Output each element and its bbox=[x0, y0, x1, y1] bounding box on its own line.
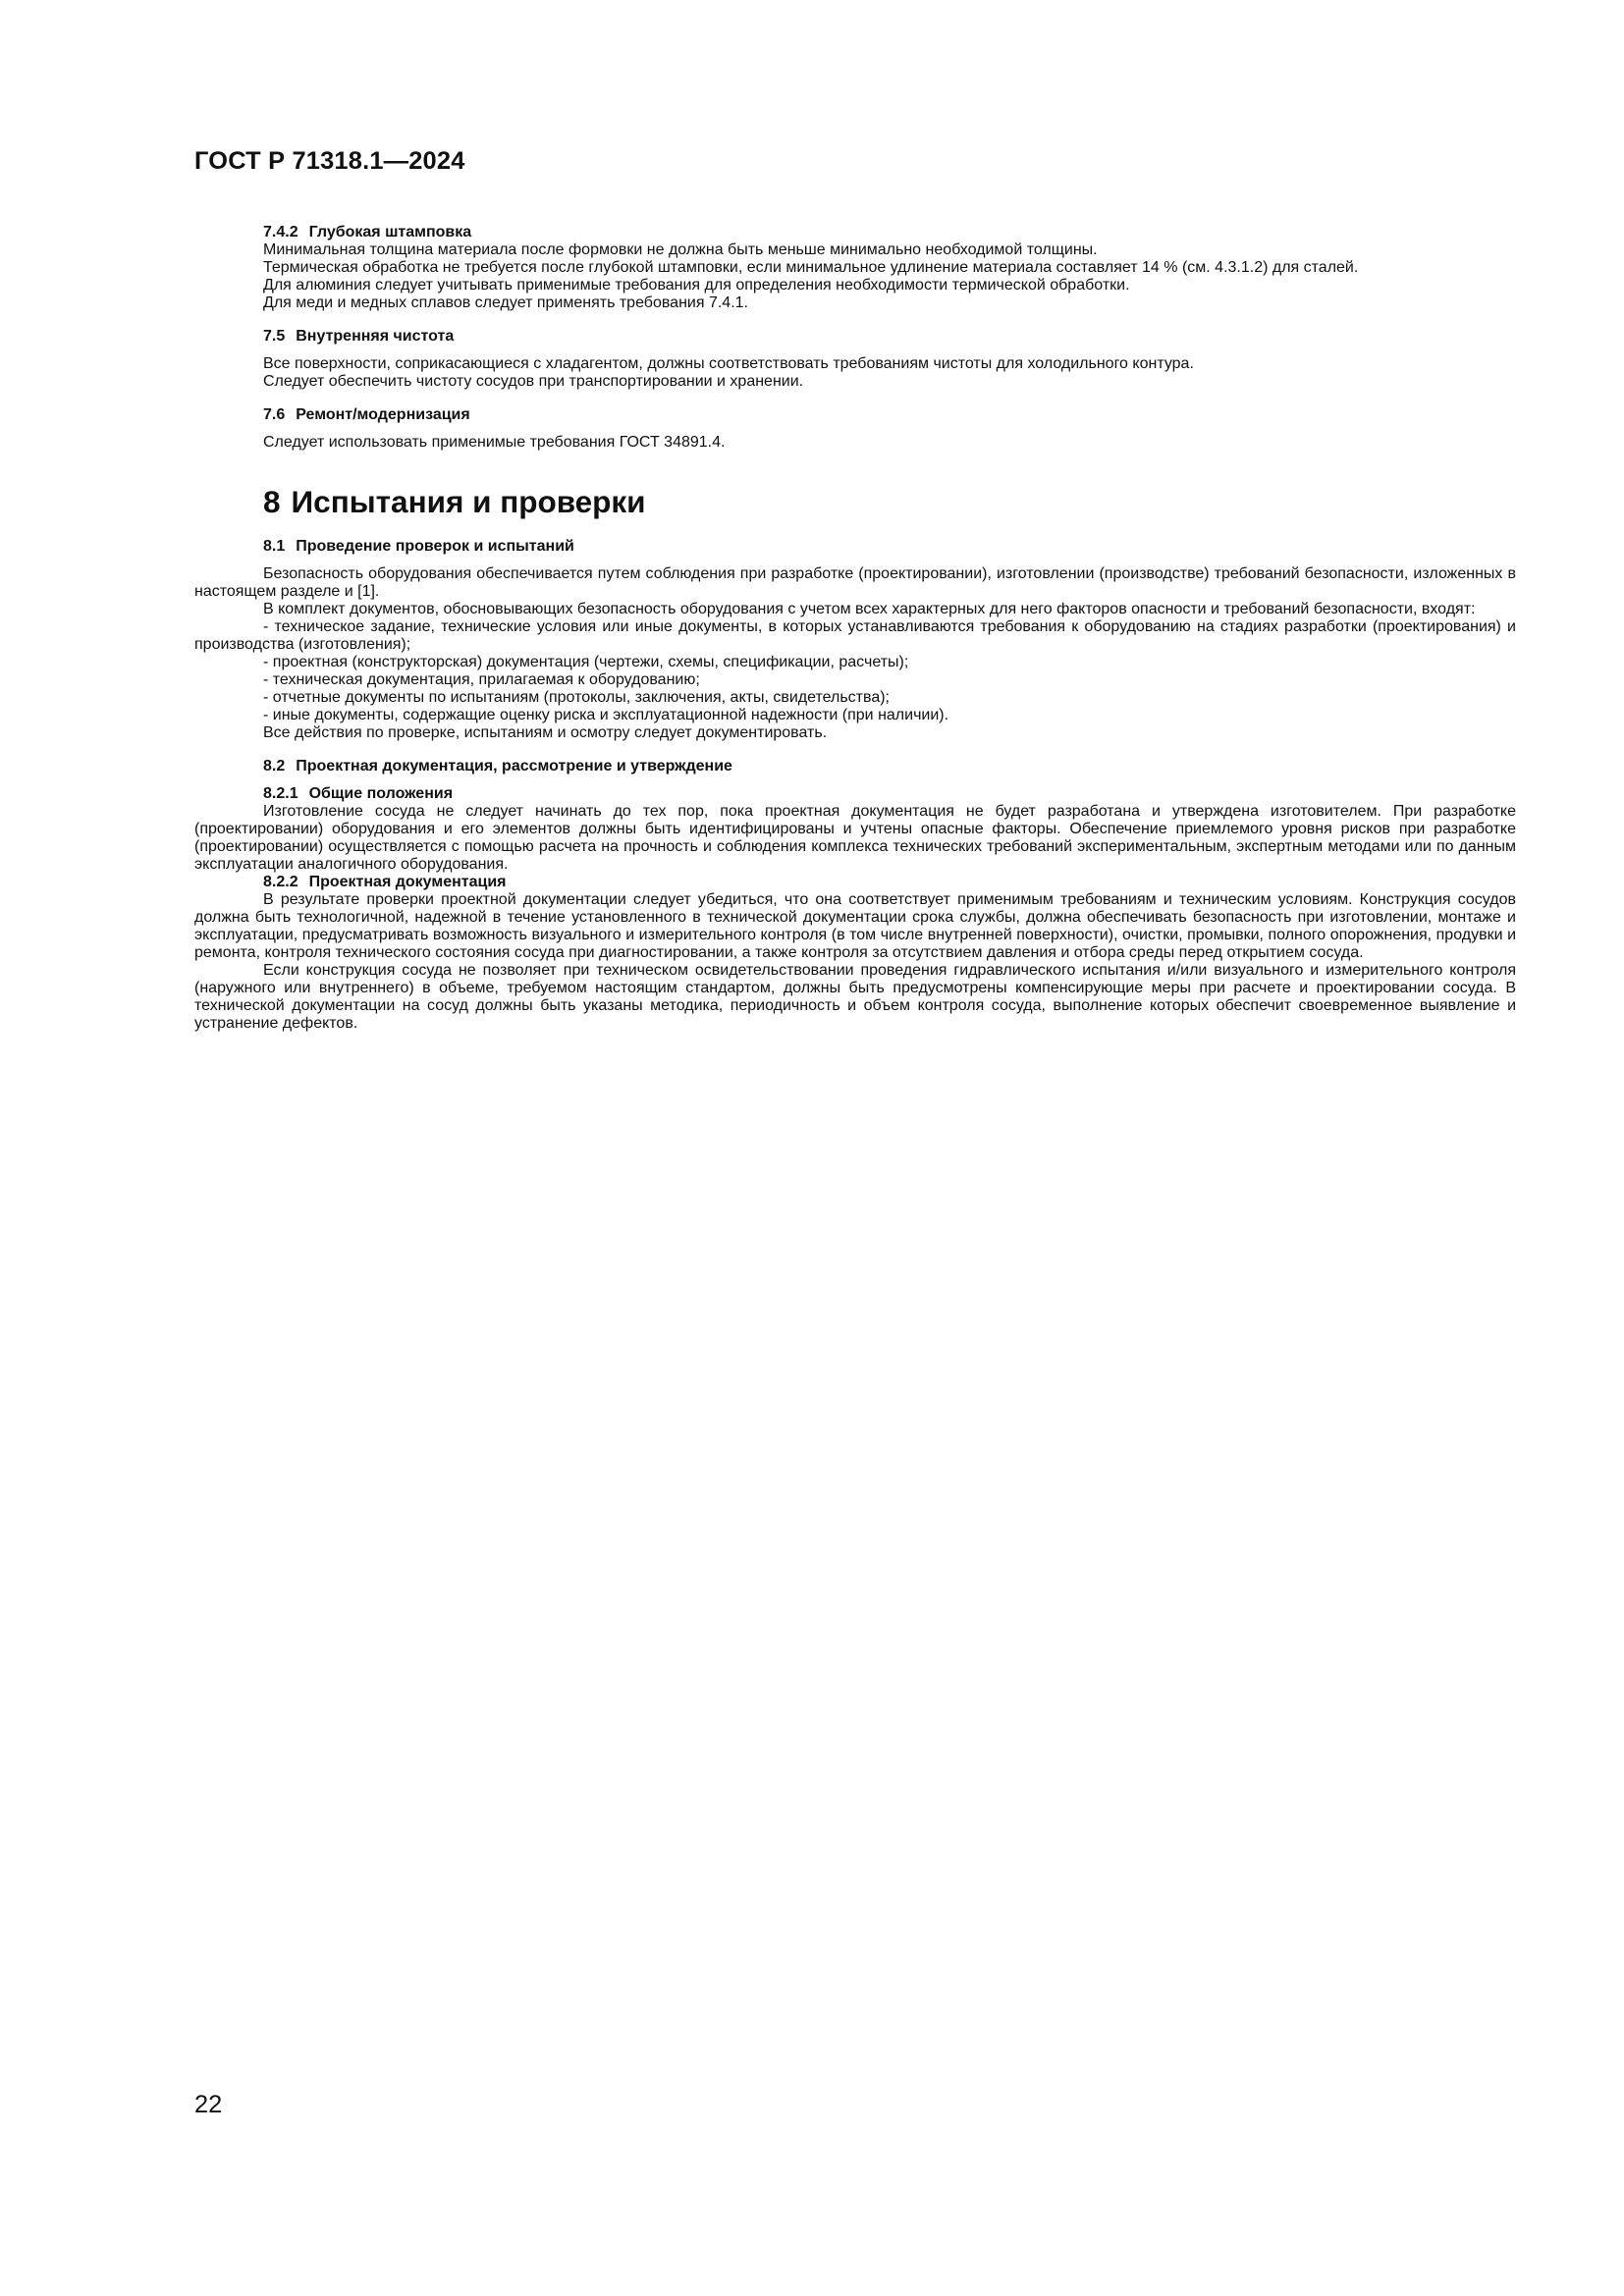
paragraph: Для меди и медных сплавов следует применять требования 7.4.1. bbox=[263, 294, 748, 311]
document-body bbox=[194, 224, 1516, 1033]
page-number: 22 bbox=[194, 2091, 223, 2118]
paragraph: В комплект документов, обосновывающих безопасность оборудования с учетом всех характерных для него факторов опасности и требований безопасности, входят: bbox=[263, 601, 1476, 617]
section-number: 8.2.1 bbox=[263, 785, 298, 802]
section-8-heading bbox=[194, 481, 1516, 522]
list-item: - проектная (конструкторская) документация (чертежи, схемы, спецификации, расчеты); bbox=[263, 654, 909, 670]
section-number: 7.4.2 bbox=[263, 224, 298, 240]
section-title: Проектная документация, рассмотрение и утверждение bbox=[296, 758, 732, 774]
list-item: - отчетные документы по испытаниям (протоколы, заключения, акты, свидетельства); bbox=[263, 689, 890, 706]
section-title: Проведение проверок и испытаний bbox=[296, 538, 574, 555]
section-title: Внутренняя чистота bbox=[296, 328, 455, 345]
paragraph: Следует использовать применимые требования ГОСТ 34891.4. bbox=[263, 434, 726, 451]
section-8-1-heading bbox=[194, 538, 1516, 556]
list-item: - иные документы, содержащие оценку риска и эксплуатационной надежности (при наличии). bbox=[263, 707, 949, 723]
paragraph: Термическая обработка не требуется после глубокой штамповки, если минимальное удлинение материала составляет 14 % (см. 4.3.1.2) для сталей. bbox=[263, 259, 1359, 276]
paragraph: В результате проверки проектной документации следует убедиться, что она соответствует применимым требованиям и техническим условиям. Конструкция сосудов должна быть технологичной, надежной в течение установленного в технической документации срока службы, должна обеспечивать безопасность при изготовлении, монтаже и эксплуатации, предусматривать возможность визуального и измерительного контроля (в том числе внутренней поверхности), очистки, промывки, полного опорожнения, продувки и ремонта, контроля технического состояния сосуда при диагностировании, а также контроля за отсутствием давления и отбора среды перед открытием сосуда. bbox=[194, 891, 1516, 961]
section-number: 8.2 bbox=[263, 758, 286, 774]
paragraph: Все действия по проверке, испытаниям и осмотру следует документировать. bbox=[263, 724, 828, 741]
list-item: - техническое задание, технические условия или иные документы, в которых устанавливаются требования к оборудованию на стадиях разработки (проектирования) и производства (изготовления); bbox=[194, 618, 1516, 653]
document-header: ГОСТ Р 71318.1—2024 bbox=[194, 147, 465, 175]
section-title: Глубокая штамповка bbox=[308, 224, 472, 240]
section-title: Испытания и проверки bbox=[291, 484, 646, 519]
paragraph: Минимальная толщина материала после формовки не должна быть меньше минимально необходимой толщины. bbox=[263, 241, 1098, 258]
paragraph: Изготовление сосуда не следует начинать до тех пор, пока проектная документация не будет разработана и утверждена изготовителем. При разработке (проектировании) оборудования и его элементов должны быть идентифицированы и учтены опасные факторы. Обеспечение приемлемого уровня рисков при разработке (проектировании) осуществляется с помощью расчета на прочность и соблюдения комплекса технических требований экспериментальным, экспертным методами или по данным эксплуатации аналогичного оборудования. bbox=[194, 803, 1516, 873]
section-8-2-2-heading bbox=[194, 874, 1516, 891]
paragraph: Безопасность оборудования обеспечивается путем соблюдения при разработке (проектировании), изготовлении (производстве) требований безопасности, изложенных в настоящем разделе и [1]. bbox=[194, 565, 1516, 600]
section-number: 8 bbox=[263, 484, 281, 519]
section-title: Общие положения bbox=[308, 785, 454, 802]
section-number: 7.6 bbox=[263, 406, 286, 423]
section-7-5-heading bbox=[194, 328, 1516, 346]
section-title: Проектная документация bbox=[308, 874, 507, 890]
section-7-6-heading bbox=[194, 406, 1516, 424]
section-7-4-2-heading bbox=[194, 224, 1516, 241]
section-number: 8.1 bbox=[263, 538, 286, 555]
list-item: - техническая документация, прилагаемая к оборудованию; bbox=[263, 671, 700, 688]
paragraph: Все поверхности, соприкасающиеся с хладагентом, должны соответствовать требованиям чистоты для холодильного контура. bbox=[263, 355, 1194, 372]
paragraph: Следует обеспечить чистоту сосудов при транспортировании и хранении. bbox=[263, 373, 804, 390]
section-number: 8.2.2 bbox=[263, 874, 298, 890]
paragraph: Для алюминия следует учитывать применимые требования для определения необходимости термической обработки. bbox=[263, 277, 1130, 294]
section-8-2-heading bbox=[194, 758, 1516, 775]
paragraph: Если конструкция сосуда не позволяет при техническом освидетельствовании проведения гидравлического испытания и/или визуального и измерительного контроля (наружного или внутреннего) в объеме, требуемом настоящим стандартом, должны быть предусмотрены компенсирующие меры при расчете и проектировании сосуда. В технической документации на сосуд должны быть указаны методика, периодичность и объем контроля сосуда, выполнение которых обеспечит своевременное выявление и устранение дефектов. bbox=[194, 962, 1516, 1032]
section-number: 7.5 bbox=[263, 328, 286, 345]
section-8-2-1-heading bbox=[194, 785, 1516, 803]
section-title: Ремонт/модернизация bbox=[296, 406, 470, 423]
